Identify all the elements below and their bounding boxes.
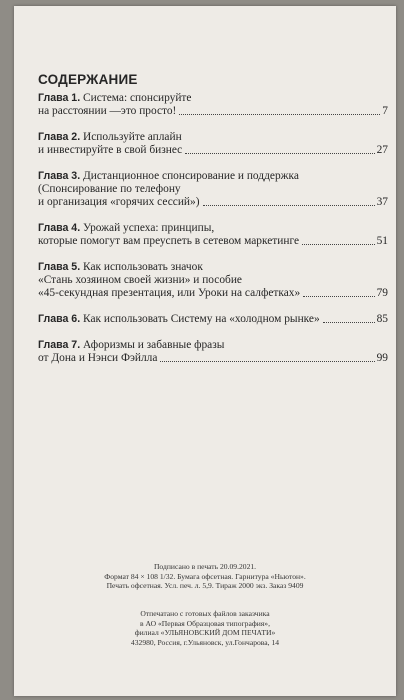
- toc-entry-text: и организация «горячих сессий»): [38, 196, 200, 208]
- toc-entry: [38, 313, 388, 326]
- dot-leader: [303, 296, 374, 297]
- toc-entry: [38, 261, 388, 300]
- toc-chapter-label: Глава 7.: [38, 339, 81, 351]
- toc-entry-last-line: [38, 352, 388, 365]
- toc-entry-line: [38, 274, 388, 287]
- toc-entry-line: [38, 170, 388, 183]
- toc-entry-text: которые помогут вам преуспеть в сетевом маркетинге: [38, 235, 300, 247]
- toc-entry-text: от Дона и Нэнси Фэйлла: [38, 352, 158, 364]
- toc-entry-text: Система: спонсируйте: [83, 92, 192, 104]
- toc-entry-last-line: [38, 313, 388, 326]
- book-page: [14, 6, 396, 696]
- toc-entry-text: Урожай успеха: принципы,: [83, 222, 215, 234]
- toc-chapter-label: Глава 1.: [38, 92, 81, 104]
- toc-chapter-label: Глава 5.: [38, 261, 81, 273]
- toc-title: СОДЕРЖАНИЕ: [38, 72, 138, 87]
- imprint-signed: Подписано в печать 20.09.2021.: [153, 562, 257, 571]
- dot-leader: [203, 205, 375, 206]
- dot-leader: [302, 244, 375, 245]
- imprint-print: Печать офсетная. Усл. печ. л. 5,9. Тираж 2000 экз. Заказ 9409: [106, 581, 304, 591]
- toc-chapter-label: Глава 6.: [38, 313, 81, 325]
- table-of-contents: [38, 92, 388, 378]
- toc-entry-text: (Спонсирование по телефону: [38, 183, 181, 195]
- toc-page-number: 37: [376, 196, 388, 208]
- toc-entry: [38, 339, 388, 365]
- toc-page-number: 79: [376, 287, 388, 299]
- toc-chapter-label: Глава 4.: [38, 222, 81, 234]
- toc-entry-text: Как использовать Систему на «холодном рынке»: [83, 313, 320, 325]
- toc-entry-line: [38, 222, 388, 235]
- toc-chapter-label: Глава 3.: [38, 170, 81, 182]
- toc-page-number: 27: [376, 144, 388, 156]
- toc-entry-last-line: [38, 235, 388, 248]
- toc-entry-text: Как использовать значок: [83, 261, 203, 273]
- toc-entry-text: и инвестируйте в свой бизнес: [38, 144, 183, 156]
- toc-entry: [38, 170, 388, 209]
- imprint-address: 432980, Россия, г.Ульяновск, ул.Гончарова, 14: [130, 637, 280, 647]
- imprint-printed-from: Отпечатано с готовых файлов заказчика: [140, 609, 270, 618]
- toc-entry-text: «45-секундная презентация, или Уроки на салфетках»: [38, 287, 301, 299]
- toc-entry-text: Используйте аплайн: [83, 131, 182, 143]
- toc-page-number: 85: [376, 313, 388, 325]
- imprint-print-details: [14, 562, 396, 591]
- dot-leader: [323, 322, 375, 323]
- toc-entry-text: на расстоянии —это просто!: [38, 105, 177, 117]
- toc-entry: [38, 92, 388, 118]
- dot-leader: [160, 361, 374, 362]
- toc-entry-line: [38, 183, 388, 196]
- toc-entry-last-line: [38, 105, 388, 118]
- toc-entry-last-line: [38, 196, 388, 209]
- toc-page-number: 51: [376, 235, 388, 247]
- imprint-company: в АО «Первая Образцовая типография»,: [140, 618, 270, 628]
- toc-entry-last-line: [38, 144, 388, 157]
- imprint-printer: [14, 609, 396, 647]
- toc-entry-line: [38, 339, 388, 352]
- toc-chapter-label: Глава 2.: [38, 131, 81, 143]
- toc-entry-line: [38, 92, 388, 105]
- dot-leader: [179, 114, 380, 115]
- toc-entry-text: «Стань хозяином своей жизни» и пособие: [38, 274, 242, 286]
- toc-page-number: 7: [382, 105, 388, 117]
- imprint-branch: филиал «УЛЬЯНОВСКИЙ ДОМ ПЕЧАТИ»: [134, 628, 276, 638]
- toc-entry-last-line: [38, 287, 388, 300]
- toc-entry-line: [38, 131, 388, 144]
- toc-entry-text: Афоризмы и забавные фразы: [83, 339, 225, 351]
- toc-entry: [38, 222, 388, 248]
- toc-page-number: 99: [376, 352, 388, 364]
- toc-entry-line: [38, 261, 388, 274]
- toc-entry: [38, 131, 388, 157]
- toc-entry-text: Дистанционное спонсирование и поддержка: [83, 170, 299, 182]
- dot-leader: [185, 153, 374, 154]
- imprint-format: Формат 84 × 108 1/32. Бумага офсетная. Гарнитура «Ньютон».: [104, 571, 306, 581]
